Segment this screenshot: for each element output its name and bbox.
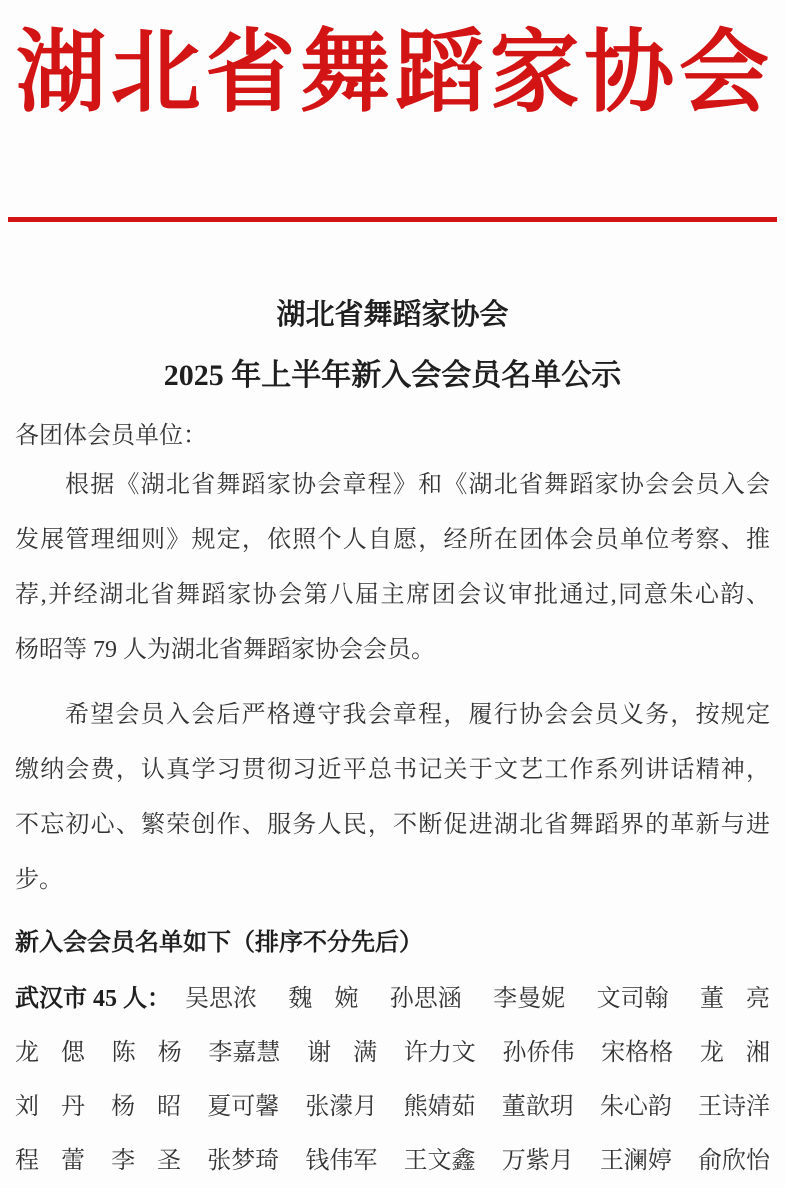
body-line: 杨昭等 79 人为湖北省舞蹈家协会会员。 (15, 637, 435, 663)
document-subtitle: 2025 年上半年新入会会员名单公示 (163, 359, 622, 392)
member-roster (15, 972, 770, 1188)
member-name: 宋格格 (601, 1040, 674, 1066)
member-name: 王文鑫 (403, 1148, 476, 1174)
member-name: 万紫月 (501, 1148, 574, 1174)
member-name: 钱伟军 (305, 1148, 378, 1174)
roster-row (15, 1080, 770, 1134)
member-name: 程 蕾 (15, 1148, 85, 1174)
member-name: 吴思浓 (185, 986, 257, 1012)
member-name: 龙 偲 (15, 1040, 85, 1066)
member-name: 龙 湘 (699, 1040, 770, 1066)
member-name: 谢 满 (307, 1040, 378, 1066)
body-line: 缴纳会费，认真学习贯彻习近平总书记关于文艺工作系列讲话精神， (15, 757, 770, 783)
member-name: 孙侨伟 (502, 1040, 575, 1066)
letterhead-title: 湖北省舞蹈家协会 (16, 24, 769, 123)
document-title: 湖北省舞蹈家协会 (276, 299, 509, 331)
roster-heading: 新入会会员名单如下（排序不分先后） (15, 930, 423, 956)
roster-row-names (15, 1134, 770, 1188)
member-name: 王诗洋 (697, 1094, 770, 1120)
roster-row-names (185, 972, 770, 1026)
member-name: 刘 丹 (15, 1094, 85, 1120)
member-name: 王澜婷 (599, 1148, 672, 1174)
member-name: 董歆玥 (501, 1094, 574, 1120)
member-name: 陈 杨 (111, 1040, 182, 1066)
member-name: 李曼妮 (493, 986, 566, 1012)
roster-row (15, 1026, 770, 1080)
member-name: 魏 婉 (288, 986, 359, 1012)
document-body (0, 420, 785, 1188)
member-name: 俞欣怡 (697, 1148, 770, 1174)
member-name: 张濛月 (305, 1094, 378, 1120)
member-name: 夏可馨 (207, 1094, 280, 1120)
body-line: 根据《湖北省舞蹈家协会章程》和《湖北省舞蹈家协会会员入会 (65, 472, 770, 498)
body-line: 荐,并经湖北省舞蹈家协会第八届主席团会议审批通过,同意朱心韵、 (15, 582, 770, 608)
body-line: 不忘初心、繁荣创作、服务人民，不断促进湖北省舞蹈界的革新与进 (15, 812, 770, 838)
body-line: 发展管理细则》规定，依照个人自愿，经所在团体会员单位考察、推 (15, 527, 770, 553)
paragraph-1 (15, 458, 770, 678)
paragraph-2 (15, 688, 770, 908)
roster-row (15, 972, 770, 1026)
member-name: 熊婧茹 (403, 1094, 476, 1120)
salutation: 各团体会员单位： (15, 423, 207, 449)
member-name: 孙思涵 (389, 986, 462, 1012)
body-line: 希望会员入会后严格遵守我会章程，履行协会会员义务，按规定 (65, 702, 770, 728)
member-name: 董 亮 (699, 986, 770, 1012)
member-name: 杨 昭 (111, 1094, 182, 1120)
member-name: 许力文 (403, 1040, 476, 1066)
member-name: 朱心韵 (599, 1094, 672, 1120)
roster-row (15, 1134, 770, 1188)
member-name: 李嘉慧 (208, 1040, 281, 1066)
roster-row-names (15, 1080, 770, 1134)
red-divider-line (8, 217, 777, 222)
member-name: 张梦琦 (207, 1148, 280, 1174)
city-count-label: 武汉市 45 人： (15, 986, 171, 1012)
roster-row-names (15, 1026, 770, 1080)
member-name: 李 圣 (111, 1148, 182, 1174)
body-line: 步。 (15, 867, 63, 893)
member-name: 文司翰 (596, 986, 669, 1012)
